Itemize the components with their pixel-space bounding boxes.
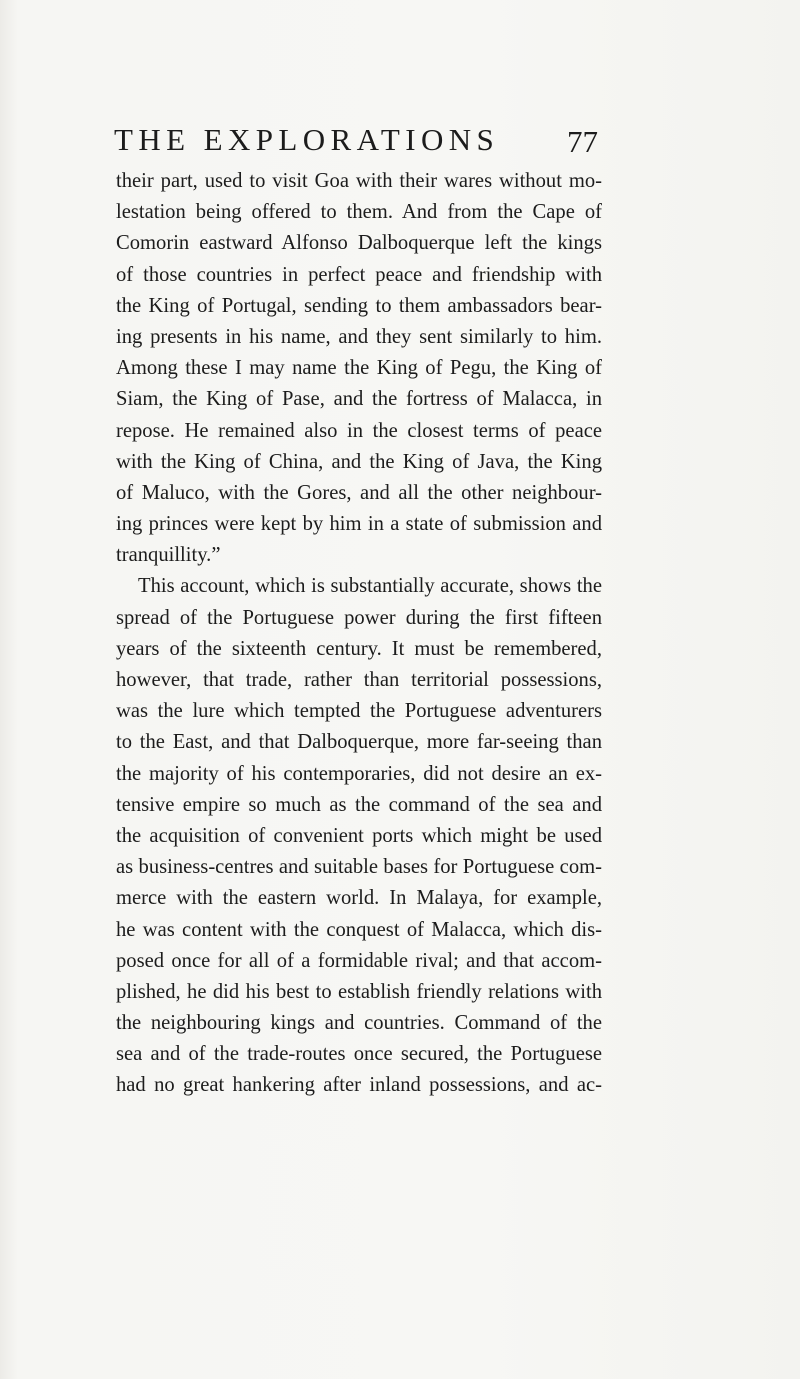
text-line: of those countries in perfect peace and friendship with — [116, 263, 602, 286]
text-line: of Maluco, with the Gores, and all the other neighbour- — [116, 481, 602, 504]
text-line: Comorin eastward Alfonso Dalboquerque left the kings — [116, 232, 602, 255]
page-number: 77 — [567, 124, 598, 159]
paragraph-end-line: tranquillity.” — [116, 544, 221, 567]
text-line: plished, he did his best to establish friendly relations with — [116, 980, 602, 1003]
text-line: lestation being offered to them. And from the Cape of — [116, 201, 602, 224]
text-line: with the King of China, and the King of Java, the King — [116, 450, 602, 473]
text-line: the acquisition of convenient ports which might be used — [116, 824, 602, 847]
text-line: the neighbouring kings and countries. Command of the — [116, 1012, 602, 1035]
text-line: posed once for all of a formidable rival; and that accom- — [116, 949, 602, 972]
text-line: to the East, and that Dalboquerque, more far-seeing than — [116, 731, 602, 754]
text-line: was the lure which tempted the Portuguese adventurers — [116, 700, 602, 723]
text-line: however, that trade, rather than territorial possessions, — [116, 669, 602, 691]
text-line: their part, used to visit Goa with their wares without mo- — [116, 170, 602, 192]
running-head-title: THE EXPLORATIONS — [114, 122, 500, 157]
text-line: had no great hankering after inland possessions, and ac- — [116, 1074, 602, 1097]
text-line: the majority of his contemporaries, did not desire an ex- — [116, 762, 602, 785]
text-line: Siam, the King of Pase, and the fortress of Malacca, in — [116, 388, 602, 411]
paragraph-first-line: This account, which is substantially accurate, shows the — [138, 575, 602, 598]
text-line: merce with the eastern world. In Malaya, for example, — [116, 887, 602, 910]
running-head — [114, 118, 598, 162]
text-line: he was content with the conquest of Malacca, which dis- — [116, 918, 602, 941]
body-text — [116, 166, 602, 1102]
text-line: Among these I may name the King of Pegu, the King of — [116, 357, 602, 380]
text-line: the King of Portugal, sending to them ambassadors bear- — [116, 294, 602, 317]
text-line: repose. He remained also in the closest terms of peace — [116, 419, 602, 442]
text-line: ing presents in his name, and they sent similarly to him. — [116, 325, 602, 348]
text-line: tensive empire so much as the command of the sea and — [116, 793, 602, 816]
text-line: sea and of the trade-routes once secured, the Portuguese — [116, 1043, 602, 1066]
text-line: ing princes were kept by him in a state of submission and — [116, 513, 602, 536]
text-line: years of the sixteenth century. It must be remembered, — [116, 637, 602, 660]
text-line: spread of the Portuguese power during the first fifteen — [116, 606, 602, 629]
text-line: as business-centres and suitable bases for Portuguese com- — [116, 856, 602, 879]
